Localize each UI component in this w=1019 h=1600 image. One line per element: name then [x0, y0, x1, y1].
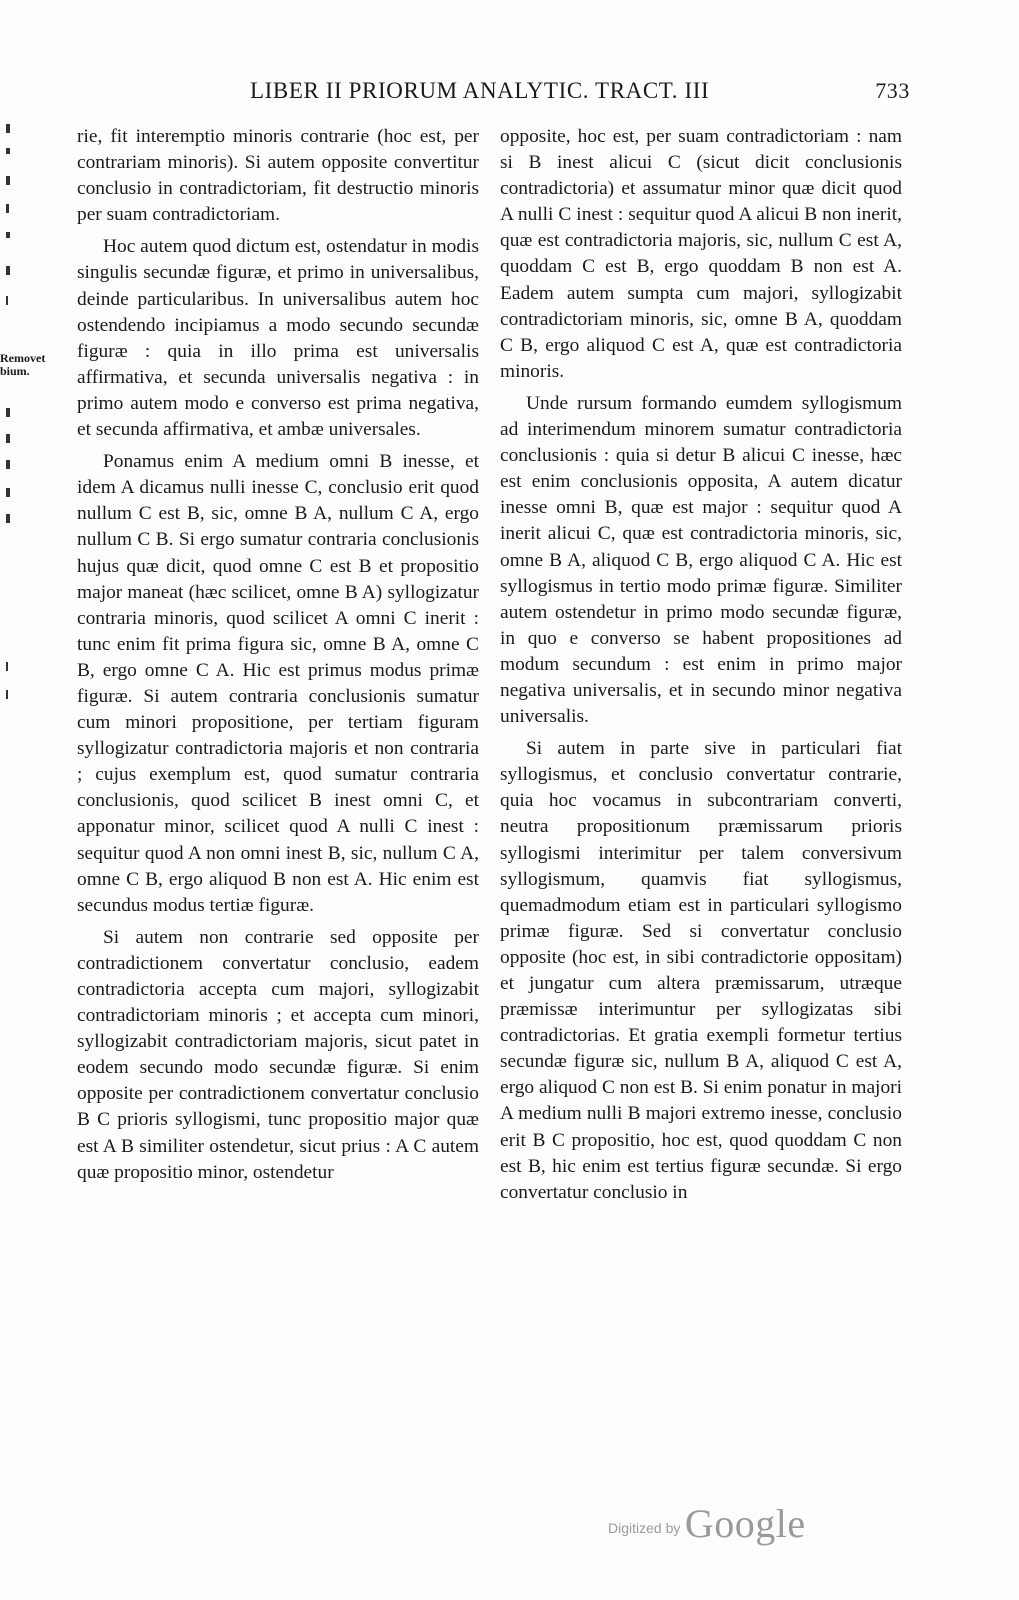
- paragraph: Si autem non contrarie sed opposite per contradictionem convertatur conclusio, eadem contradictoria accepta cum majori, syllogizabit contradictoriam minoris ; et accepta cum minori, syllogizabit contradictoriam majoris, sicut patet in eodem secundo modo secundæ figuræ. Si enim opposite per contradictionem convertatur conclusio B C prioris syllogismi, tunc propositio major quæ est A B similiter ostendetur, sicut prius : A C autem quæ propositio minor, ostendetur: [77, 926, 479, 1183]
- margin-note: Removet bium.: [0, 351, 46, 378]
- paragraph: Unde rursum formando eumdem syllogismum ad interimendum minorem sumatur contradictoria conclusionis : quia si detur B alicui C inesse, hæc est enim conclusionis opposita, A autem dicatur inesse omni B, quæ est major : sequitur quod A inerit alicui C, quæ est contradictoria minoris, sic, omne B A, aliquod C B, ergo aliquod C A. Hic est syllogismus in tertio modo primæ figuræ. Similiter autem ostendetur in primo modo secundæ figuræ, in quo e converso se habent propositiones ad modum secundum : est enim in primo major negativa universalis, et in secundo minor negativa universalis.: [500, 392, 902, 728]
- page-number: 733: [875, 78, 910, 103]
- right-column: [500, 124, 902, 1212]
- digitized-by-label: Digitized by: [608, 1520, 681, 1536]
- digitized-watermark: [608, 1500, 806, 1550]
- paragraph: Si autem in parte sive in particulari fiat syllogismus, et conclusio convertatur contrarie, quia hoc vocamus in subcontrariam converti, neutra propositionum præmissarum prioris syllogismi interimitur per talem conversivum syllogismum, quamvis fiat syllogismus, quemadmodum etiam est in particulari syllogismo primæ figuræ. Sed si convertatur conclusio opposite (hoc est, in sibi contradictorie oppositam) et jungatur cum altera præmissarum, utræque præmissæ interimuntur per syllogizatas sibi contradictorias. Et gratia exempli formetur tertius secundæ figuræ sic, nullum B A, aliquod C est A, ergo aliquod C non est B. Si enim ponatur in majori A medium nulli B majori extremo inesse, conclusio erit B C propositio, hoc est, quod quoddam C non est B, hic enim est tertius figuræ secundæ. Si ergo convertatur conclusio in: [500, 738, 902, 1203]
- running-title: LIBER II PRIORUM ANALYTIC. TRACT. III: [250, 78, 710, 103]
- paragraph: opposite, hoc est, per suam contradictoriam : nam si B inest alicui C (sicut dicit conclusionis contradictoria) et assumatur minor quæ dicit quod A nulli C inest : sequitur quod A alicui B non inerit, quæ est contradictoria majoris, sic, nullum C est A, quoddam C est B, ergo quoddam B non est A. Eadem autem sumpta cum majori, syllogizabit contradictoriam minoris, sic, omne B A, quoddam C B, ergo aliquod C est A, quæ est contradictoria minoris.: [500, 126, 902, 382]
- page-header: [250, 78, 910, 112]
- paragraph: Ponamus enim A medium omni B inesse, et idem A dicamus nulli inesse C, conclusio erit quod nullum C est B, sic, omne B A, nullum C A, ergo nullum C B. Si ergo sumatur contraria conclusionis hujus quæ dicit, quod omne C est B et propositio major maneat (hæc scilicet, omne B A) syllogizatur contraria minoris, quod scilicet A omni C inerit : tunc enim fit prima figura sic, omne B A, omne C B, ergo omne C A. Hic est primus modus primæ figuræ. Si autem contraria conclusionis sumatur cum minori propositione, per tertiam figuram syllogizatur contradictoria majoris et non contraria ; cujus exemplum est, quod sumatur contraria conclusionis, quod scilicet B inest omni C, et apponatur minor, scilicet quod A nulli C inest : sequitur quod A non omni inest B, sic, nullum C A, omne C B, ergo aliquod B non est A. Hic enim est secundus modus tertiæ figuræ.: [77, 451, 479, 916]
- google-logo: Google: [684, 1501, 806, 1546]
- left-column: [77, 124, 479, 1192]
- paragraph: rie, fit interemptio minoris contrarie (hoc est, per contrariam minoris). Si autem opposite convertitur conclusio in contradictoriam, fit destructio minoris per suam contradictoriam.: [77, 126, 479, 226]
- paragraph: Hoc autem quod dictum est, ostendatur in modis singulis secundæ figuræ, et primo in universalibus, deinde particularibus. In universalibus autem hoc ostendendo incipiamus a modo secundo secundæ figuræ : quia in illo prima est universalis affirmativa, et secunda universalis negativa : in primo autem modo e converso est prima negativa, et secunda affirmativa, et ambæ universales.: [77, 236, 479, 441]
